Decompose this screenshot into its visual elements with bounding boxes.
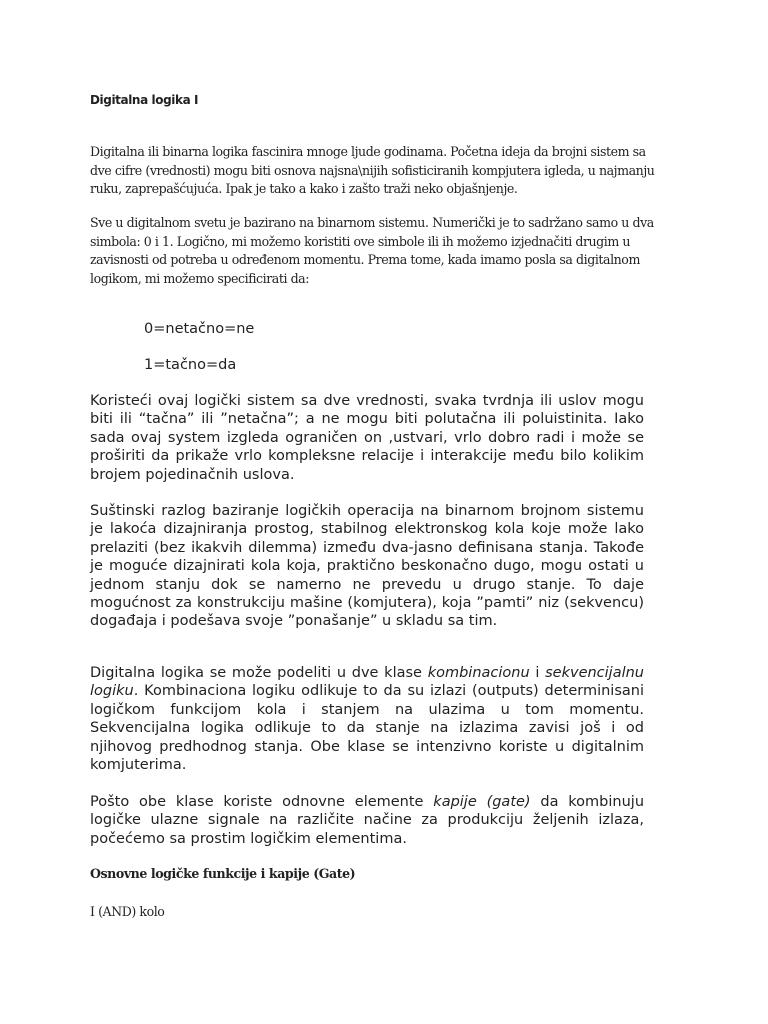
text-span: . Kombinaciona logiku odlikuje to da su izlazi (outputs) determinisani logičkom funkcijom kola i stanjem na ulazima u tom momentu. Sekvencijalna logika odlikuje to da stanje na izlazima zavisi još i od njihovog predhodnog stanja. Obe klase se intenzivno koriste u digitalnim komjuterima.	[90, 683, 644, 774]
equation-true: 1=tačno=da	[144, 357, 237, 373]
paragraph-intro: Digitalna ili binarna logika fascinira mnoge ljude godinama. Početna ideja da brojni sistem sa dve cifre (vrednosti) mogu biti osnova najsna\nijih sofisticiranih kompjutera igleda, u najmanju ruku, zaprepašćujuća. Ipak je tako a kako i zašto traži neko objašnjenje.	[90, 144, 655, 196]
italic-term-gate: kapije (gate)	[433, 794, 531, 810]
text-span: da kombinuju logičke ulazne signale na različite načine za produkciju željenih izlaza, počećemo sa prostim logičkim elementima.	[90, 794, 645, 847]
italic-term-combinational: kombinacionu	[427, 665, 530, 681]
text-span: i	[529, 665, 546, 681]
equation-false: 0=netačno=ne	[144, 321, 255, 337]
paragraph-logic-classes	[90, 664, 644, 774]
section-heading: Osnovne logičke funkcije i kapije (Gate)	[90, 866, 356, 881]
paragraph-binary-system: Sve u digitalnom svetu je bazirano na binarnom sistemu. Numerički je to sadržano samo u dva simbola: 0 i 1. Logično, mi možemo koristiti ove simbole ili ih možemo izjednačiti drugim u zavisnosti od potreba u određenom momentu. Prema tome, kada imamo posla sa digitalnom logikom, mi možemo specificirati da:	[90, 215, 654, 286]
paragraph-two-value-logic: Koristeći ovaj logički sistem sa dve vrednosti, svaka tvrdnja ili uslov mogu biti ili “tačna” ili ”netačna”; a ne mogu biti polutačna ili poluistinita. Iako sada ovaj system izgleda ograničen on ,ustvari, vrlo dobro radi i može se proširiti da prikaže vrlo kompleksne relacije i interakcije među bilo kolikim brojem pojedinačnih uslova.	[90, 393, 644, 483]
italic-term-sequential: sekvencijalnu logiku	[90, 665, 644, 700]
text-span: Pošto obe klase koriste odnovne elemente	[90, 794, 434, 810]
subsection-heading: I (AND) kolo	[90, 904, 165, 919]
text-span: Digitalna logika se može podeliti u dve klase	[90, 665, 428, 681]
paragraph-essential-reason: Suštinski razlog baziranje logičkih operacija na binarnom brojnom sistemu je lakoća dizajniranja prostog, stabilnog elektronskog kola koje može lako prelaziti (bez ikakvih dilemma) između dva-jasno definisana stanja. Takođe je moguće dizajnirati kola koja, praktično beskonačno dugo, mogu ostati u jednom stanju dok se namerno ne prevedu u drugo stanje. To daje mogućnost za konstrukciju mašine (komjutera), koja ”pamti” niz (sekvencu) događaja i podešava svoje ”ponašanje” u skladu sa tim.	[90, 503, 644, 630]
paragraph-gates	[90, 793, 644, 848]
document-title: Digitalna logika I	[90, 93, 199, 107]
